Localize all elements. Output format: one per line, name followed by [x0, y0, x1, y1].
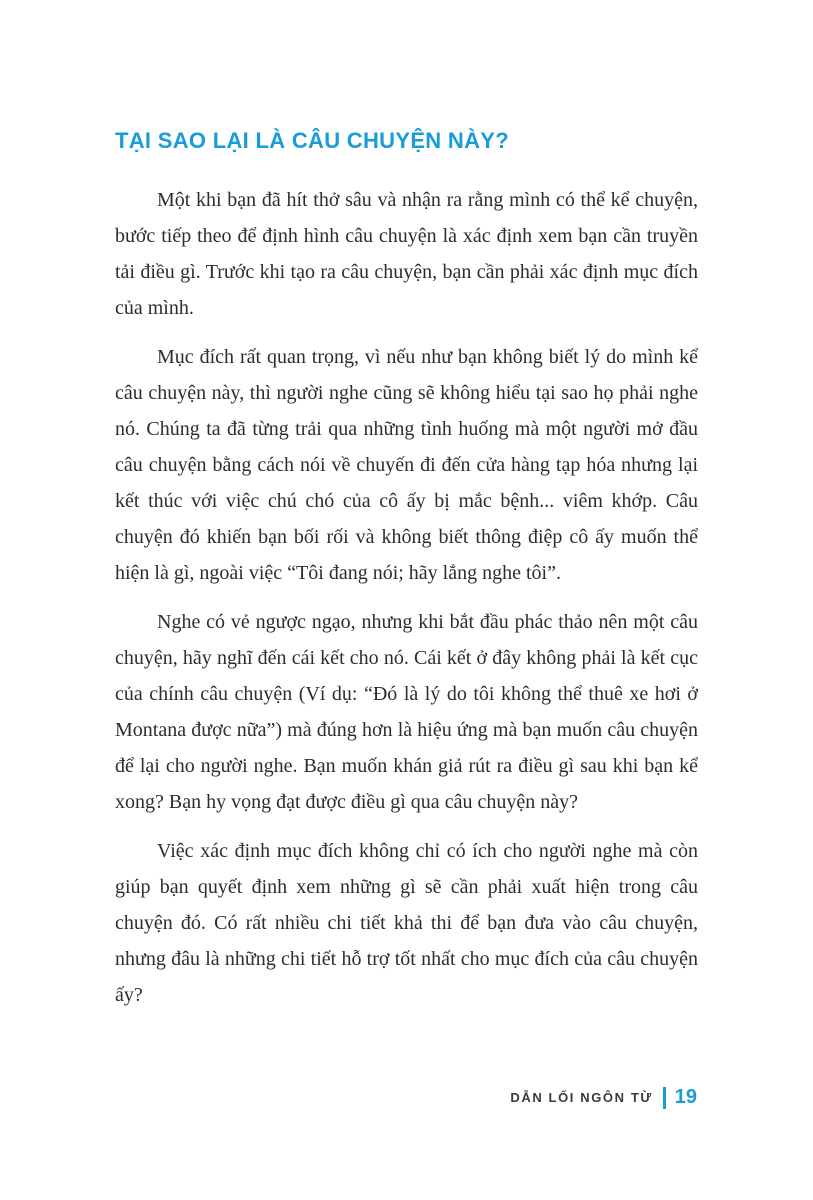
paragraph-1: Một khi bạn đã hít thở sâu và nhận ra rằng mình có thể kể chuyện, bước tiếp theo để định hình câu chuyện là xác định xem bạn cần truyền tải điều gì. Trước khi tạo ra câu chuyện, bạn cần phải xác định mục đích của mình.	[115, 189, 698, 319]
paragraph-4: Việc xác định mục đích không chỉ có ích cho người nghe mà còn giúp bạn quyết định xem những gì sẽ cần phải xuất hiện trong câu chuyện đó. Có rất nhiều chi tiết khả thi để bạn đưa vào câu chuyện, nhưng đâu là những chi tiết hỗ trợ tốt nhất cho mục đích của câu chuyện ấy?	[115, 840, 698, 1006]
paragraph-2: Mục đích rất quan trọng, vì nếu như bạn không biết lý do mình kể câu chuyện này, thì người nghe cũng sẽ không hiểu tại sao họ phải nghe nó. Chúng ta đã từng trải qua những tình huống mà một người mở đầu câu chuyện bằng cách nói về chuyến đi đến cửa hàng tạp hóa nhưng lại kết thúc với việc chú chó của cô ấy bị mắc bệnh... viêm khớp. Câu chuyện đó khiến bạn bối rối và không biết thông điệp cô ấy muốn thể hiện là gì, ngoài việc “Tôi đang nói; hãy lắng nghe tôi”.	[115, 346, 698, 584]
page-footer	[510, 1086, 697, 1109]
page-content	[115, 128, 698, 1026]
paragraph-3: Nghe có vẻ ngược ngạo, nhưng khi bắt đầu phác thảo nên một câu chuyện, hãy nghĩ đến cái kết cho nó. Cái kết ở đây không phải là kết cục của chính câu chuyện (Ví dụ: “Đó là lý do tôi không thể thuê xe hơi ở Montana được nữa”) mà đúng hơn là hiệu ứng mà bạn muốn câu chuyện để lại cho người nghe. Bạn muốn khán giả rút ra điều gì sau khi bạn kể xong? Bạn hy vọng đạt được điều gì qua câu chuyện này?	[115, 611, 698, 813]
running-footer-title: DẪN LỐI NGÔN TỪ	[510, 1090, 653, 1105]
section-heading: TẠI SAO LẠI LÀ CÂU CHUYỆN NÀY?	[115, 128, 509, 153]
footer-divider	[663, 1087, 666, 1109]
body-text	[115, 182, 698, 1013]
page-number: 19	[674, 1086, 697, 1108]
